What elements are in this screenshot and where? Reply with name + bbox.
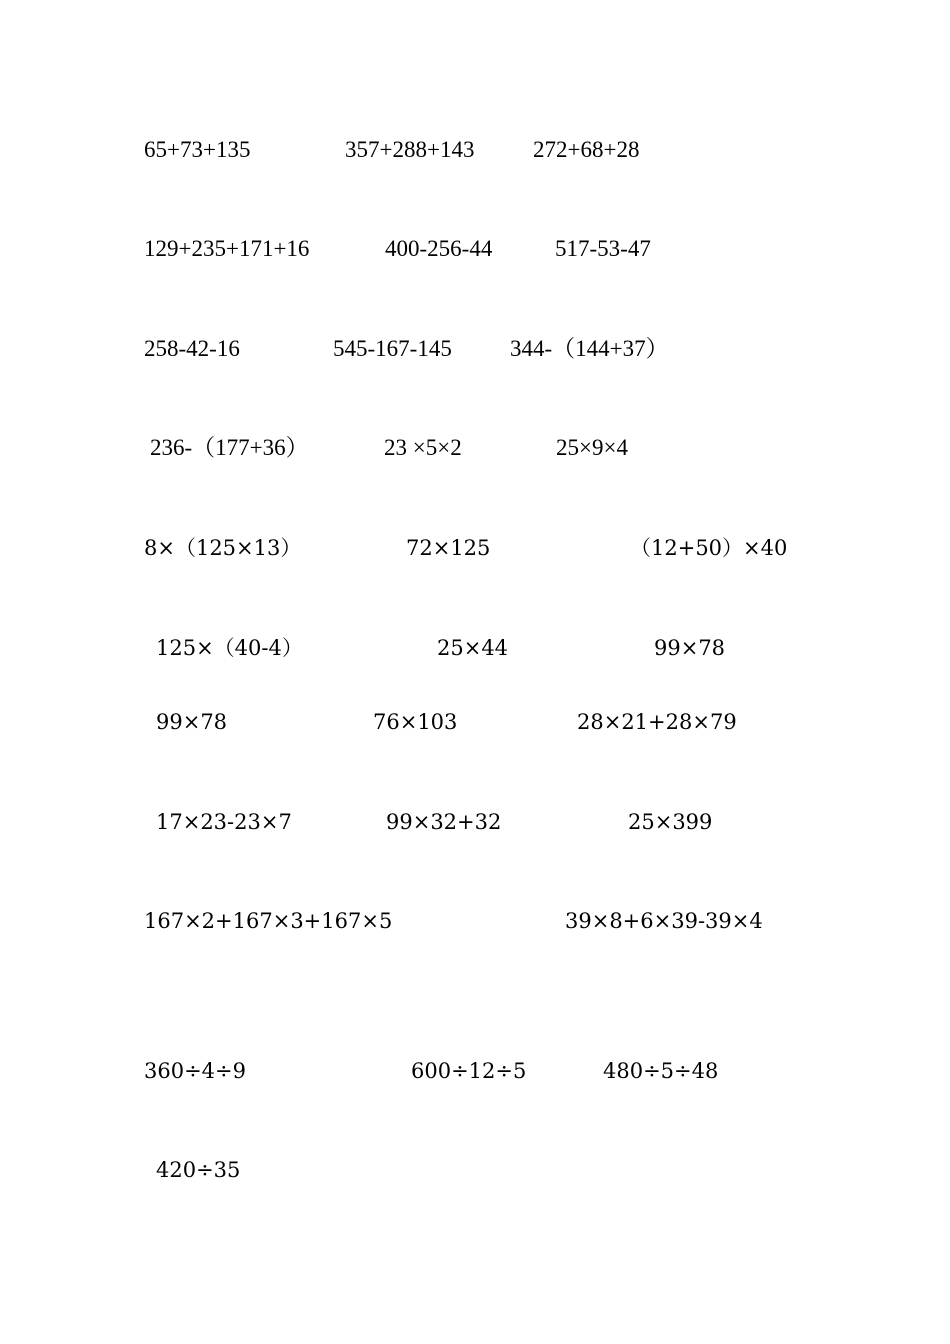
problem-r7-1: 99×78: [156, 710, 228, 734]
problem-r8-2: 99×32+32: [386, 810, 502, 834]
problem-r6-2: 25×44: [437, 636, 509, 660]
problem-r9-2: 39×8+6×39-39×4: [565, 909, 763, 933]
problem-r6-1: 125×（40-4）: [156, 636, 303, 660]
problem-r11-1: 420÷35: [156, 1158, 241, 1182]
problem-r7-3: 28×21+28×79: [577, 710, 737, 734]
problem-r5-3: （12+50）×40: [630, 536, 788, 560]
problem-r3-2: 545-167-145: [333, 336, 452, 361]
problem-r6-3: 99×78: [654, 636, 726, 660]
problem-r8-3: 25×399: [628, 810, 713, 834]
problem-r7-2: 76×103: [373, 710, 458, 734]
problem-r5-2: 72×125: [406, 536, 491, 560]
problem-r4-2: 23 ×5×2: [384, 435, 462, 460]
problem-r8-1: 17×23-23×7: [156, 810, 292, 834]
problem-r10-3: 480÷5÷48: [603, 1059, 719, 1083]
problem-r9-1: 167×2+167×3+167×5: [144, 909, 393, 933]
problem-r4-1: 236-（177+36）: [150, 435, 309, 460]
problem-r10-1: 360÷4÷9: [144, 1059, 246, 1083]
problem-r2-2: 400-256-44: [385, 236, 493, 261]
problem-r1-3: 272+68+28: [533, 137, 640, 162]
problem-r2-3: 517-53-47: [555, 236, 651, 261]
problem-r4-3: 25×9×4: [556, 435, 628, 460]
problem-r1-1: 65+73+135: [144, 137, 251, 162]
problem-r3-3: 344-（144+37）: [510, 336, 669, 361]
problem-r10-2: 600÷12÷5: [411, 1059, 527, 1083]
problem-r1-2: 357+288+143: [345, 137, 475, 162]
problem-r5-1: 8×（125×13）: [144, 536, 302, 560]
problem-r2-1: 129+235+171+16: [144, 236, 310, 261]
problem-r3-1: 258-42-16: [144, 336, 240, 361]
